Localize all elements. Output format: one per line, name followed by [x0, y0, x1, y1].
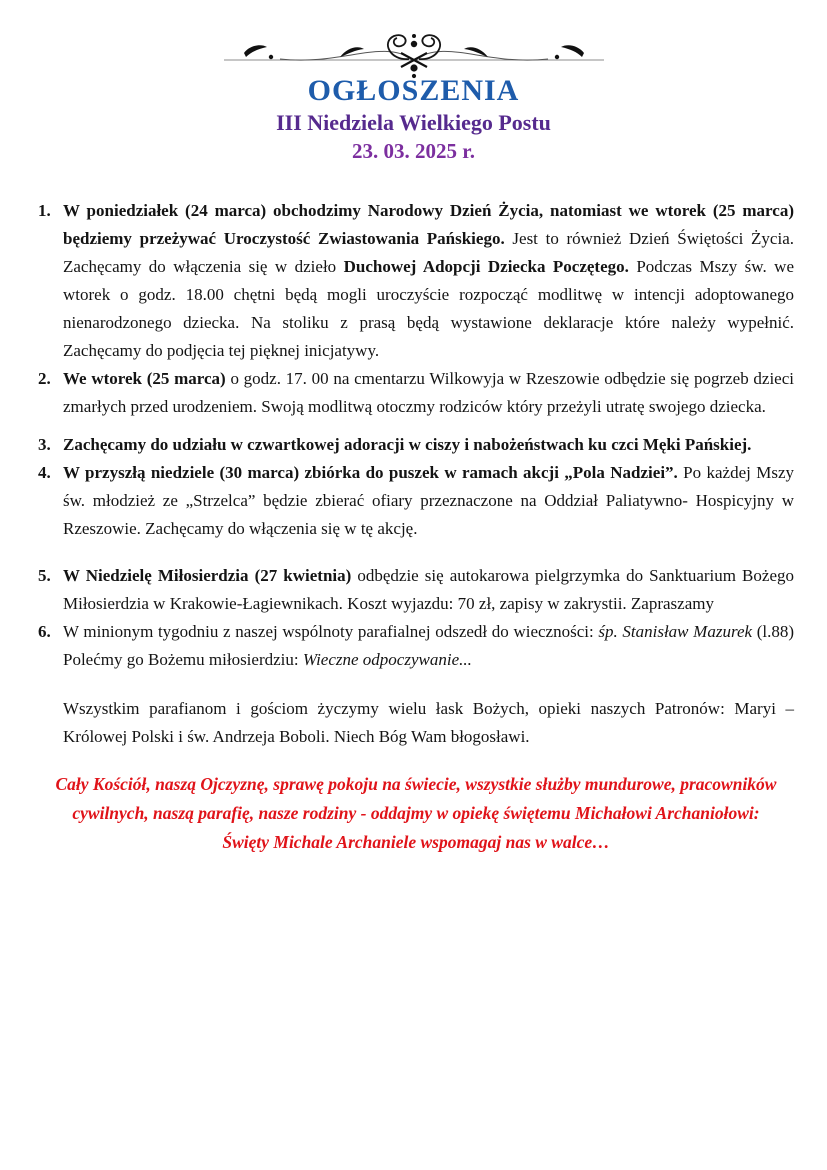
announcement-item-3 [38, 431, 794, 459]
item-number: 6. [38, 622, 51, 641]
item-number: 1. [38, 201, 51, 220]
item-text: W przyszłą niedziele (30 marca) zbiórka do puszek w ramach akcji „Pola Nadziei”. Po każdej Mszy św. młodzież ze „Strzelca” będzie zbierać ofiary przeznaczone na Oddział Paliatywno- Hospicyjny w Rzeszowie. Zachęcamy do włączenia się w tę akcję. [63, 463, 794, 538]
announcement-item-6 [38, 618, 794, 674]
announcement-item-1 [38, 197, 794, 365]
dedication-paragraph: Cały Kościół, naszą Ojczyznę, sprawę pokoju na świecie, wszystkie służby mundurowe, pracowników cywilnych, naszą parafię, nasze rodziny - oddajmy w opiekę świętemu Michałowi Archaniołowi: [55, 774, 777, 823]
item-text: W poniedziałek (24 marca) obchodzimy Narodowy Dzień Życia, natomiast we wtorek (25 marca) będziemy przeżywać Uroczystość Zwiastowania Pańskiego. Jest to również Dzień Świętości Życia. Zachęcamy do włączenia się w dzieło Duchowej Adopcji Dziecka Poczętego. Podczas Mszy św. we wtorek o godz. 18.00 chętni będą mogli uroczyście rozpocząć modlitwę w intencji adoptowanego nienarodzonego dziecka. Na stoliku z prasą będą wystawione deklaracje które należy wypełnić. Zachęcamy do podjęcia tej pięknej inicjatywy. [63, 201, 794, 360]
dedication-prayer [38, 770, 794, 857]
item-number: 4. [38, 463, 51, 482]
item-number: 2. [38, 369, 51, 388]
item-text: W Niedzielę Miłosierdzia (27 kwietnia) odbędzie się autokarowa pielgrzymka do Sanktuarium Bożego Miłosierdzia w Krakowie-Łagiewnikach. Koszt wyjazdu: 70 zł, zapisy w zakrystii. Zapraszamy [63, 566, 794, 613]
item-text: We wtorek (25 marca) o godz. 17. 00 na cmentarzu Wilkowyja w Rzeszowie odbędzie się pogrzeb dzieci zmarłych przed urodzeniem. Swoją modlitwą otoczmy rodziców który przeżyli utratę swojego dziecka. [63, 369, 794, 416]
page-date: 23. 03. 2025 r. [352, 139, 475, 163]
flourish-divider-icon [224, 30, 604, 80]
item-text: Zachęcamy do udziału w czwartkowej adoracji w ciszy i nabożeństwach ku czci Męki Pańskiej. [63, 435, 752, 454]
item-number: 5. [38, 566, 51, 585]
page-subtitle: III Niedziela Wielkiego Postu [276, 110, 551, 135]
announcement-item-5 [38, 562, 794, 618]
announcements-list [0, 197, 827, 857]
closing-blessing: Wszystkim parafianom i gościom życzymy wielu łask Bożych, opieki naszych Patronów: Maryi – Królowej Polski i św. Andrzeja Boboli. Niech Bóg Wam błogosławi. [63, 699, 794, 746]
announcement-item-4 [38, 459, 794, 543]
item-number: 3. [38, 435, 51, 454]
announcement-item-2 [38, 365, 794, 421]
page-header [0, 0, 827, 164]
item-text: W minionym tygodniu z naszej wspólnoty parafialnej odszedł do wieczności: śp. Stanisław Mazurek (l.88) Polećmy go Bożemu miłosierdziu: Wieczne odpoczywanie... [63, 622, 794, 669]
page-title: OGŁOSZENIA [307, 74, 520, 107]
dedication-line: Święty Michale Archaniele wspomagaj nas w walce… [222, 832, 610, 852]
